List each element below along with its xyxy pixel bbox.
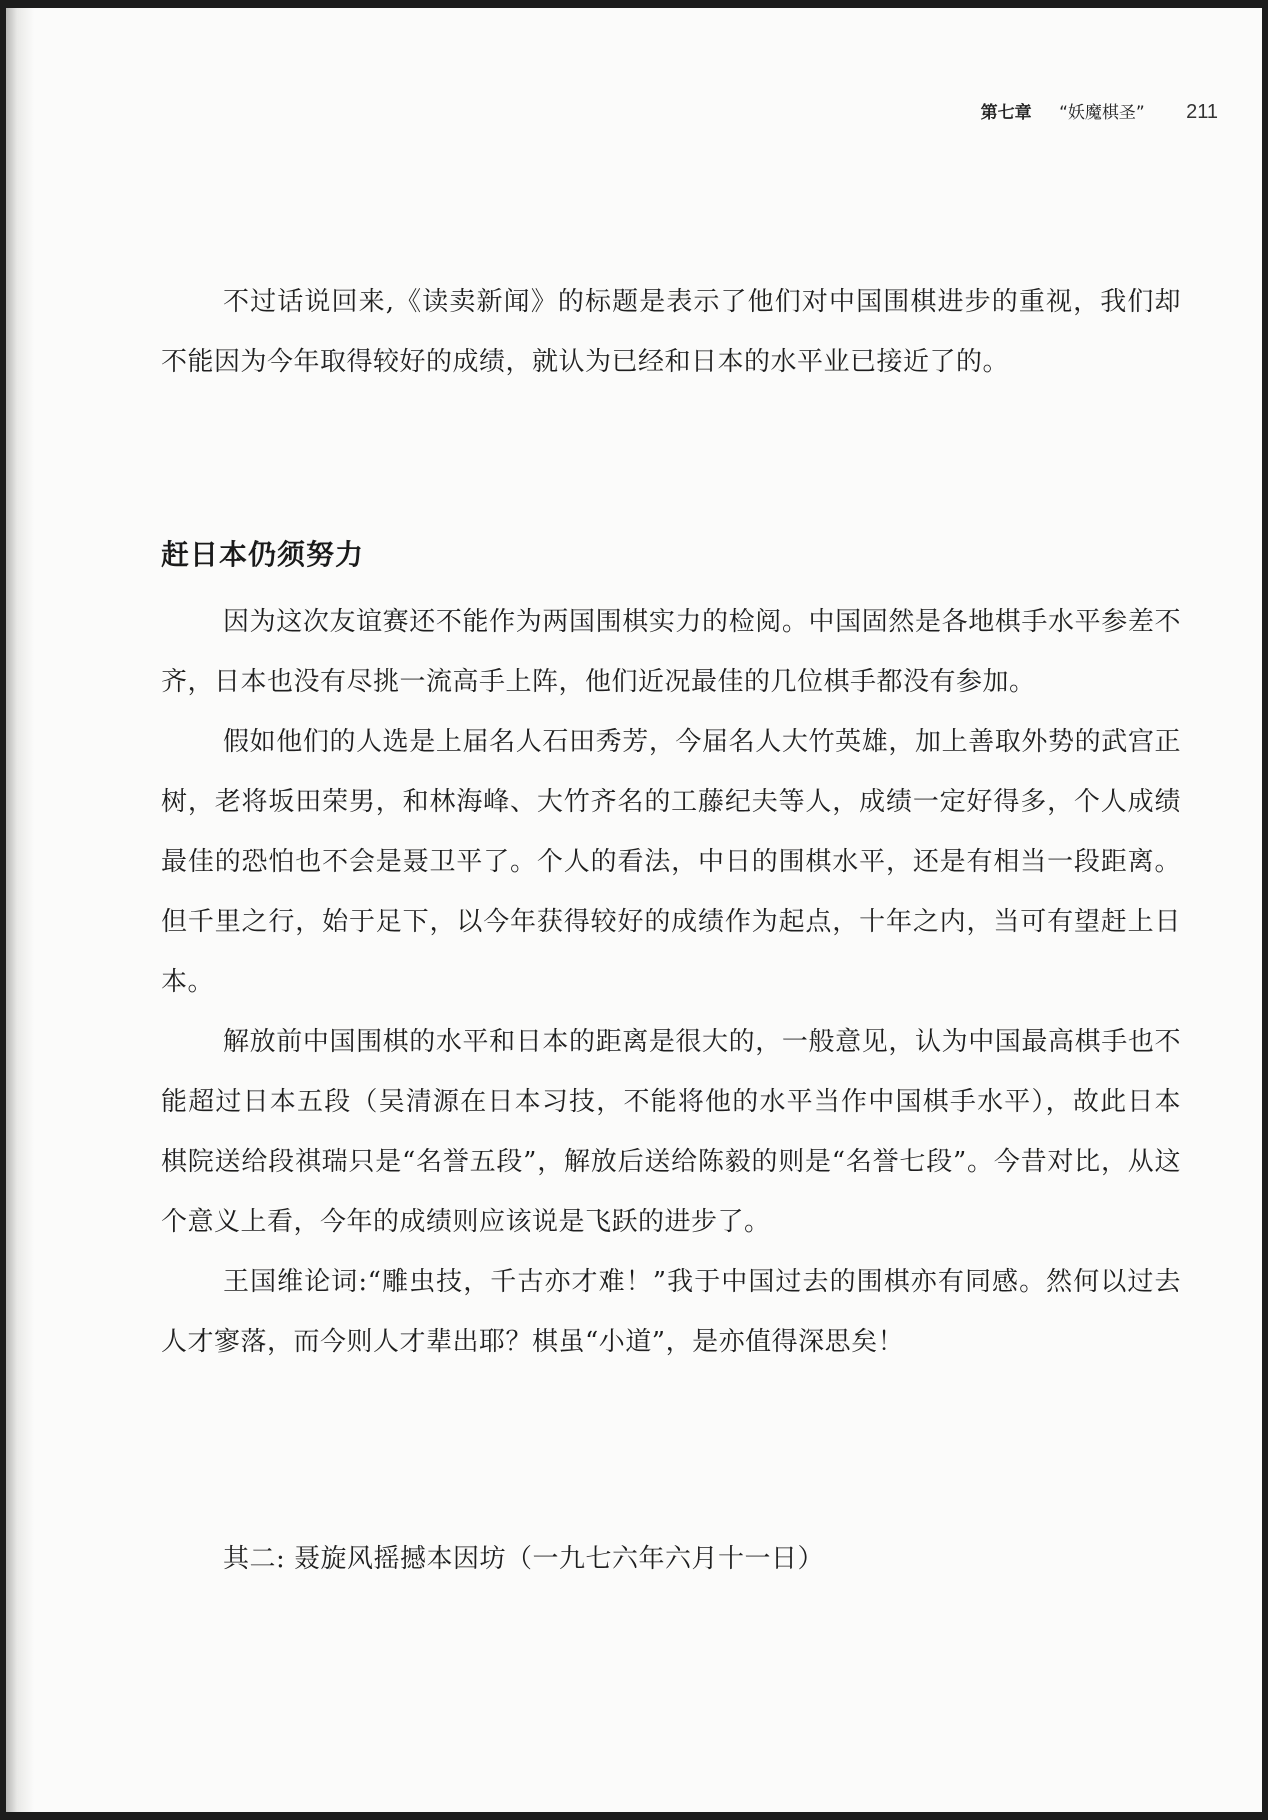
section-text-block (161, 592, 1181, 1372)
body-paragraph: 解放前中国围棋的水平和日本的距离是很大的，一般意见，认为中国最高棋手也不能超过日本五段（吴清源在日本习技，不能将他的水平当作中国棋手水平），故此日本棋院送给段祺瑞只是“名誉五段”，解放后送给陈毅的则是“名誉七段”。今昔对比，从这个意义上看，今年的成绩则应该说是飞跃的进步了。 (161, 1027, 1181, 1237)
chapter-label: 第七章 (980, 103, 1032, 123)
running-header (981, 98, 1218, 124)
body-paragraph: 因为这次友谊赛还不能作为两国围棋实力的检阅。中国固然是各地棋手水平参差不齐，日本也没有尽挑一流高手上阵，他们近况最佳的几位棋手都没有参加。 (161, 607, 1181, 697)
body-paragraph: 王国维论词:“雕虫技，千古亦才难！”我于中国过去的围棋亦有同感。然何以过去人才寥落，而今则人才辈出耶？棋虽“小道”，是亦值得深思矣！ (161, 1267, 1181, 1357)
chapter-title: “妖魔棋圣” (1059, 103, 1145, 123)
intro-text-block (161, 272, 1181, 392)
page-number: 211 (1186, 101, 1218, 123)
book-page (6, 8, 1262, 1812)
body-paragraph: 假如他们的人选是上届名人石田秀芳，今届名人大竹英雄，加上善取外势的武宫正树，老将坂田荣男，和林海峰、大竹齐名的工藤纪夫等人，成绩一定好得多，个人成绩最佳的恐怕也不会是聂卫平了。个人的看法，中日的围棋水平，还是有相当一段距离。但千里之行，始于足下，以今年获得较好的成绩作为起点，十年之内，当可有望赶上日本。 (161, 727, 1181, 997)
section-heading: 赶日本仍须努力 (161, 538, 365, 571)
intro-paragraph: 不过话说回来,《读卖新闻》的标题是表示了他们对中国围棋进步的重视，我们却不能因为今年取得较好的成绩，就认为已经和日本的水平业已接近了的。 (161, 287, 1181, 377)
next-article-subtitle: 其二: 聂旋风摇撼本因坊（一九七六年六月十一日） (223, 1544, 825, 1574)
